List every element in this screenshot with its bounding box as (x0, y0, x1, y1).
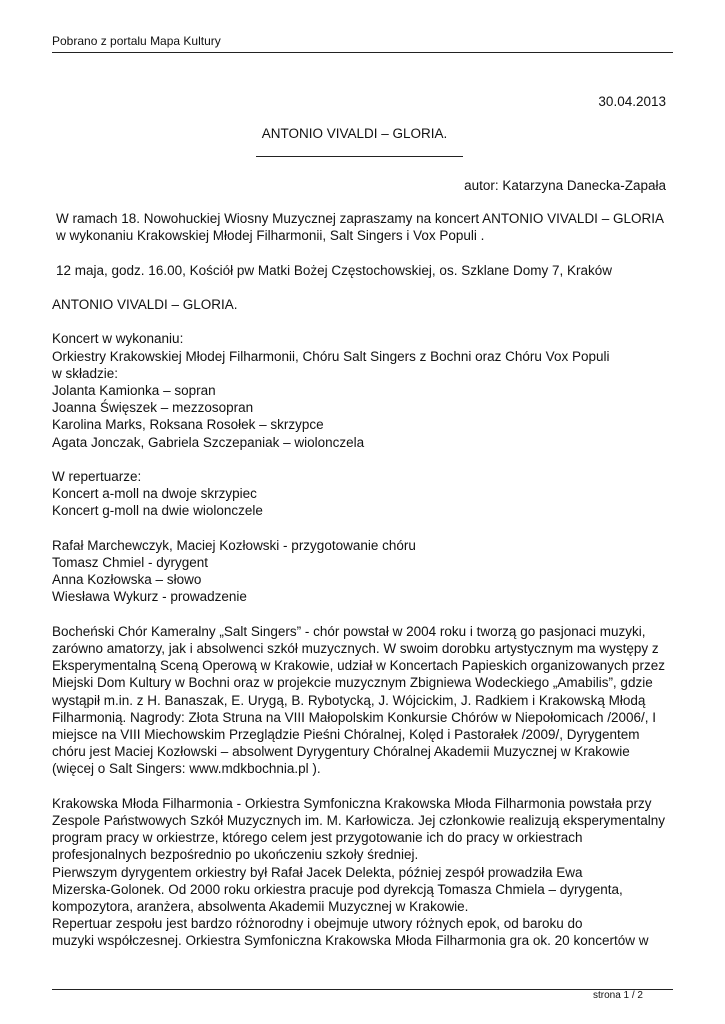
paragraph-line: Repertuar zespołu jest bardzo różnorodny i obejmuje utwory różnych epok, od baroku do (52, 916, 583, 932)
repertoire-heading: W repertuarze: (52, 468, 142, 484)
repertoire-item: Koncert g-moll na dwie wiolonczele (52, 503, 263, 519)
footer-divider (52, 989, 673, 990)
performers-line: Karolina Marks, Roksana Rosołek – skrzypce (52, 417, 324, 433)
philharmonic-paragraph (52, 795, 674, 950)
document-subtitle: ANTONIO VIVALDI – GLORIA. (52, 296, 238, 312)
paragraph-line: (więcej o Salt Singers: www.mdkbochnia.pl ). (52, 761, 321, 777)
paragraph-line: chóru jest Maciej Kozłowski – absolwent Dyrygentury Chóralnej Akademii Muzycznej w Krakowie (52, 744, 630, 760)
paragraph-line: miejsce na VIII Miechowskim Przeglądzie Pieśni Chóralnej, Kolęd i Pastorałek /2009/, Dyrygentem (52, 727, 640, 742)
paragraph-line: muzyki współczesnej. Orkiestra Symfoniczna Krakowska Młoda Filharmonia gra ok. 20 koncertów w (52, 933, 649, 949)
paragraph-line: Bocheński Chór Kameralny „Salt Singers” - chór powstał w 2004 roku i tworzą go pasjonaci muzyki, (52, 623, 646, 639)
salt-singers-paragraph (52, 623, 674, 778)
credit-line: Anna Kozłowska – słowo (52, 572, 202, 588)
paragraph-line: Mizerska-Golonek. Od 2000 roku orkiestra pracuje pod dyrekcją Tomasza Chmiela – dyrygenta, (52, 881, 623, 897)
header-divider (52, 52, 673, 53)
paragraph-line: kompozytora, aranżera, absolwenta Akademii Muzycznej w Krakowie. (52, 899, 469, 915)
performers-line: Jolanta Kamionka – sopran (52, 382, 216, 398)
credit-line: Tomasz Chmiel - dyrygent (52, 554, 209, 570)
paragraph-line: zarówno amatorzy, jak i absolwenci szkół muzycznych. W swoim dorobku artystycznym ma występy z (52, 640, 659, 656)
paragraph-line: wystąpił m.in. z H. Banaszak, E. Urygą, B. Rybotycką, J. Wójcickim, J. Radkiem i Krakowską Młodą (52, 692, 646, 708)
page-header-source: Pobrano z portalu Mapa Kultury (52, 34, 221, 48)
performers-line: Agata Jonczak, Gabriela Szczepaniak – wiolonczela (52, 434, 365, 450)
credits-section (52, 537, 674, 606)
event-details: 12 maja, godz. 16.00, Kościół pw Matki Bożej Częstochowskiej, os. Szklane Domy 7, Kraków (56, 262, 612, 278)
paragraph-line: Zespole Państwowych Szkół Muzycznych im. M. Karłowicza. Jej członkowie realizują eksperymentalny (52, 813, 665, 828)
paragraph-line: profesjonalnych bezpośrednio po ukończeniu szkoły średniej. (52, 847, 419, 863)
credit-line: Wiesława Wykurz - prowadzenie (52, 589, 247, 605)
performers-section (52, 330, 674, 450)
paragraph-line: Pierwszym dyrygentem orkiestry był Rafał Jacek Delekta, później zespół prowadziła Ewa (52, 864, 583, 880)
repertoire-item: Koncert a-moll na dwoje skrzypiec (52, 486, 257, 502)
performers-line: w składzie: (52, 365, 119, 381)
intro-paragraph: W ramach 18. Nowohuckiej Wiosny Muzycznej zapraszamy na koncert ANTONIO VIVALDI – GLORIA w wykonaniu Krakowskiej Młodej Filharmonii, Salt Singers i Vox Populi . (56, 211, 664, 244)
document-date: 30.04.2013 (598, 94, 666, 109)
credit-line: Rafał Marchewczyk, Maciej Kozłowski - przygotowanie chóru (52, 537, 416, 553)
paragraph-line: Eksperymentalną Sceną Operową w Krakowie, udział w Koncertach Papieskich organizowanych przez (52, 658, 666, 674)
paragraph-line: Filharmonią. Nagrody: Złota Struna na VIII Małopolskim Konkursie Chórów w Niepołomicach /2006/, I (52, 709, 657, 725)
document-title: ANTONIO VIVALDI – GLORIA. (261, 126, 448, 141)
page-number: strona 1 / 2 (592, 990, 643, 1001)
title-underline (256, 156, 463, 157)
paragraph-line: program pracy w orkiestrze, którego celem jest przygotowanie ich do pracy w orkiestrach (52, 830, 583, 846)
paragraph-line: Miejski Dom Kultury w Bochni oraz w projekcie muzycznym Zbigniewa Wodeckiego „Amabilis”, gdzie (52, 675, 653, 691)
document-author: autor: Katarzyna Danecka-Zapała (464, 178, 666, 193)
paragraph-line: Krakowska Młoda Filharmonia - Orkiestra Symfoniczna Krakowska Młoda Filharmonia powstała przy (52, 795, 652, 811)
repertoire-section (52, 468, 674, 520)
performers-line: Joanna Święszek – mezzosopran (52, 400, 254, 416)
performers-heading: Koncert w wykonaniu: (52, 331, 184, 347)
document-body (52, 210, 674, 967)
performers-line: Orkiestry Krakowskiej Młodej Filharmonii, Chóru Salt Singers z Bochni oraz Chóru Vox Populi (52, 348, 610, 364)
